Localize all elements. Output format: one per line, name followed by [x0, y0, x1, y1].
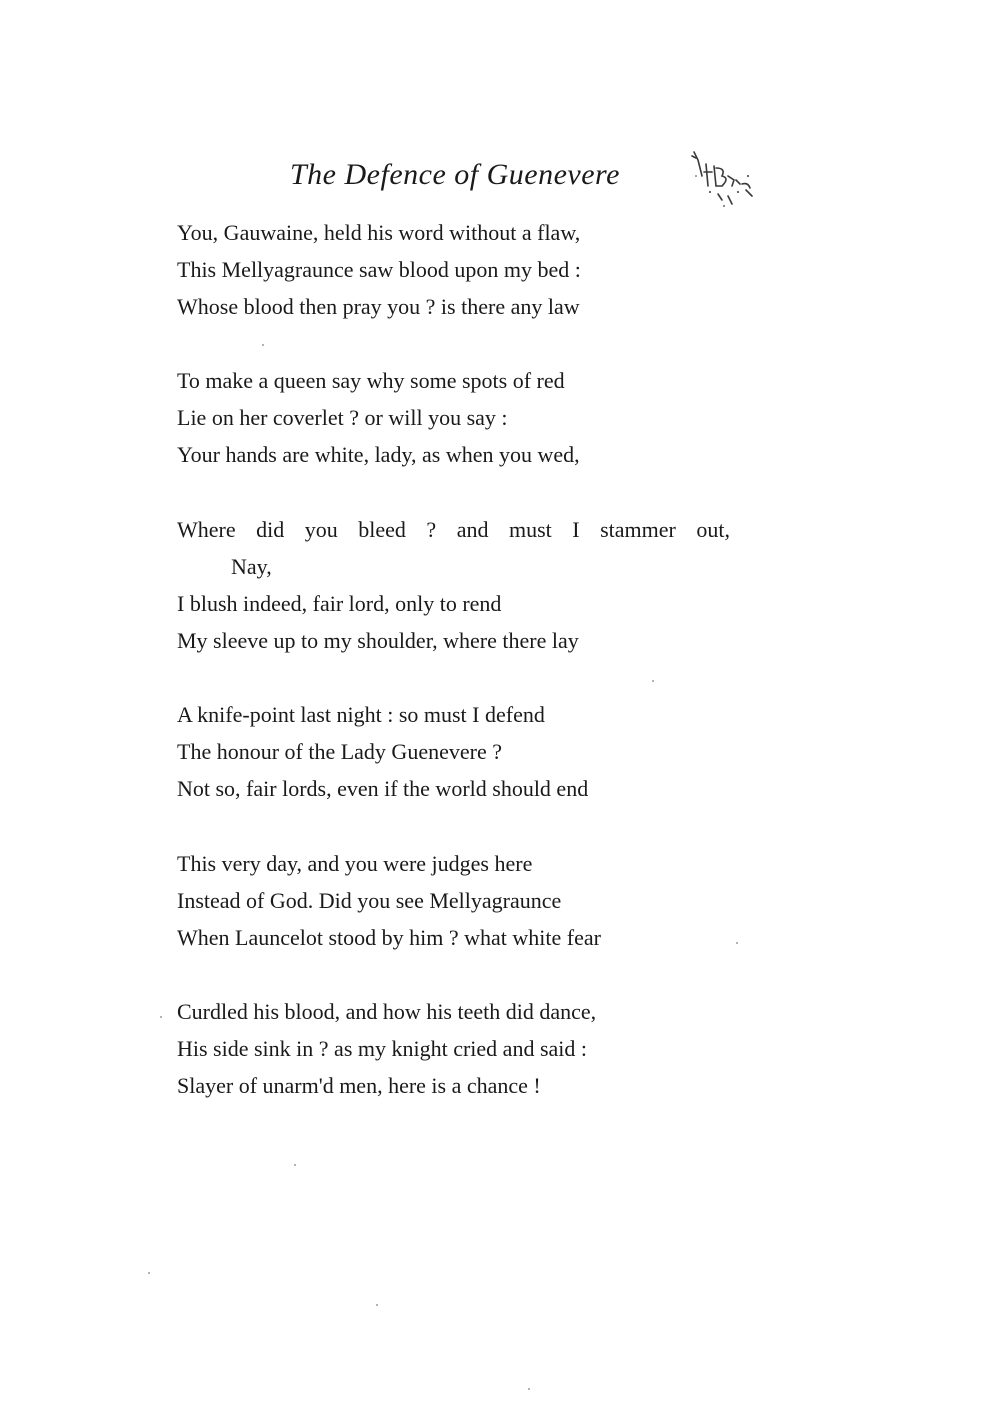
paper-speck [294, 1164, 296, 1166]
verse-line: I blush indeed, fair lord, only to rend [177, 591, 502, 616]
verse-line: You, Gauwaine, held his word without a flaw, [177, 220, 581, 245]
verse-line: Not so, fair lords, even if the world should end [177, 776, 589, 801]
paper-speck [262, 344, 264, 346]
library-stamp-icon [688, 146, 760, 212]
paper-speck [160, 1016, 162, 1018]
verse-line: Lie on her coverlet ? or will you say : [177, 405, 508, 430]
verse-line: When Launcelot stood by him ? what white fear [177, 925, 601, 950]
verse-line: A knife-point last night : so must I defend [177, 702, 545, 727]
verse-line-continuation: Nay, [231, 554, 272, 579]
verse-line: Whose blood then pray you ? is there any law [177, 294, 580, 319]
running-title: The Defence of Guenevere [290, 158, 620, 191]
verse-line: The honour of the Lady Guenevere ? [177, 739, 502, 764]
stanza-4 [177, 696, 777, 807]
paper-speck [652, 680, 654, 682]
verse-line: Your hands are white, lady, as when you wed, [177, 442, 580, 467]
verse-line: This Mellyagraunce saw blood upon my bed : [177, 257, 581, 282]
paper-speck [376, 1304, 378, 1306]
verse-line: My sleeve up to my shoulder, where there lay [177, 628, 579, 653]
stanza-6 [177, 993, 777, 1104]
stanza-1 [177, 214, 777, 325]
stanza-3 [177, 511, 777, 659]
stanza-5 [177, 845, 777, 956]
verse-line: His side sink in ? as my knight cried and said : [177, 1036, 587, 1061]
stanza-2 [177, 362, 777, 473]
verse-line: Instead of God. Did you see Mellyagraunce [177, 888, 562, 913]
verse-line: This very day, and you were judges here [177, 851, 533, 876]
verse-line: To make a queen say why some spots of red [177, 368, 565, 393]
verse-line: Where did you bleed ? and must I stammer out, [177, 517, 730, 542]
verse-line: Curdled his blood, and how his teeth did dance, [177, 999, 597, 1024]
paper-speck [736, 942, 738, 944]
paper-speck [528, 1388, 530, 1390]
paper-speck [148, 1272, 150, 1274]
verse-line: Slayer of unarm'd men, here is a chance ! [177, 1073, 541, 1098]
